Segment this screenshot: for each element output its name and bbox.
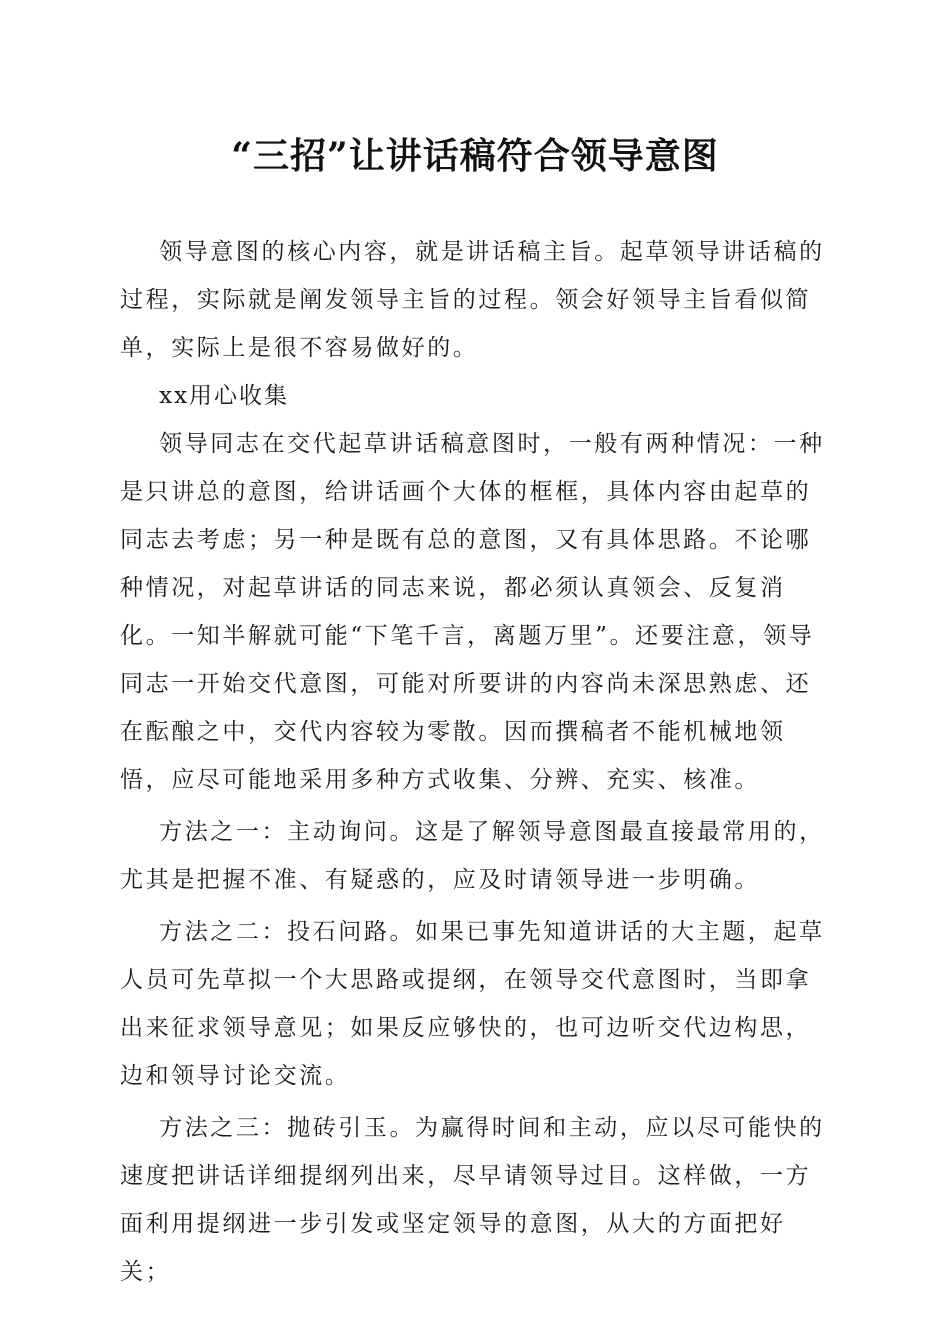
paragraph-method-2: 方法之二：投石问路。如果已事先知道讲话的大主题，起草人员可先草拟一个大思路或提纲，在领导交代意图时，当即拿出来征求领导意见；如果反应够快的，也可边听交代边构思，边和领导讨论交流。	[120, 919, 825, 1089]
paragraph-method-3: 方法之三：抛砖引玉。为赢得时间和主动，应以尽可能快的速度把讲话详细提纲列出来，尽早请领导过目。这样做，一方面利用提纲进一步引发或坚定领导的意图，从大的方面把好关；	[120, 1115, 825, 1285]
section-heading: xx用心收集	[159, 383, 290, 409]
paragraph-collect: 领导同志在交代起草讲话稿意图时，一般有两种情况：一种是只讲总的意图，给讲话画个大体的框框，具体内容由起草的同志去考虑；另一种是既有总的意图，又有具体思路。不论哪种情况，对起草讲话的同志来说，都必须认真领会、反复消化。一知半解就可能“下笔千言，离题万里”。还要注意，领导同志一开始交代意图，可能对所要讲的内容尚未深思熟虑、还在酝酿之中，交代内容较为零散。因而撰稿者不能机械地领悟，应尽可能地采用多种方式收集、分辨、充实、核准。	[120, 431, 825, 793]
paragraph-method-1: 方法之一：主动询问。这是了解领导意图最直接最常用的，尤其是把握不准、有疑惑的，应及时请领导进一步明确。	[120, 819, 825, 893]
document-title: “三招”让讲话稿符合领导意图	[231, 135, 719, 177]
document-body	[120, 228, 832, 1296]
paragraph-intro: 领导意图的核心内容，就是讲话稿主旨。起草领导讲话稿的过程，实际就是阐发领导主旨的过程。领会好领导主旨看似简单，实际上是很不容易做好的。	[120, 239, 825, 361]
